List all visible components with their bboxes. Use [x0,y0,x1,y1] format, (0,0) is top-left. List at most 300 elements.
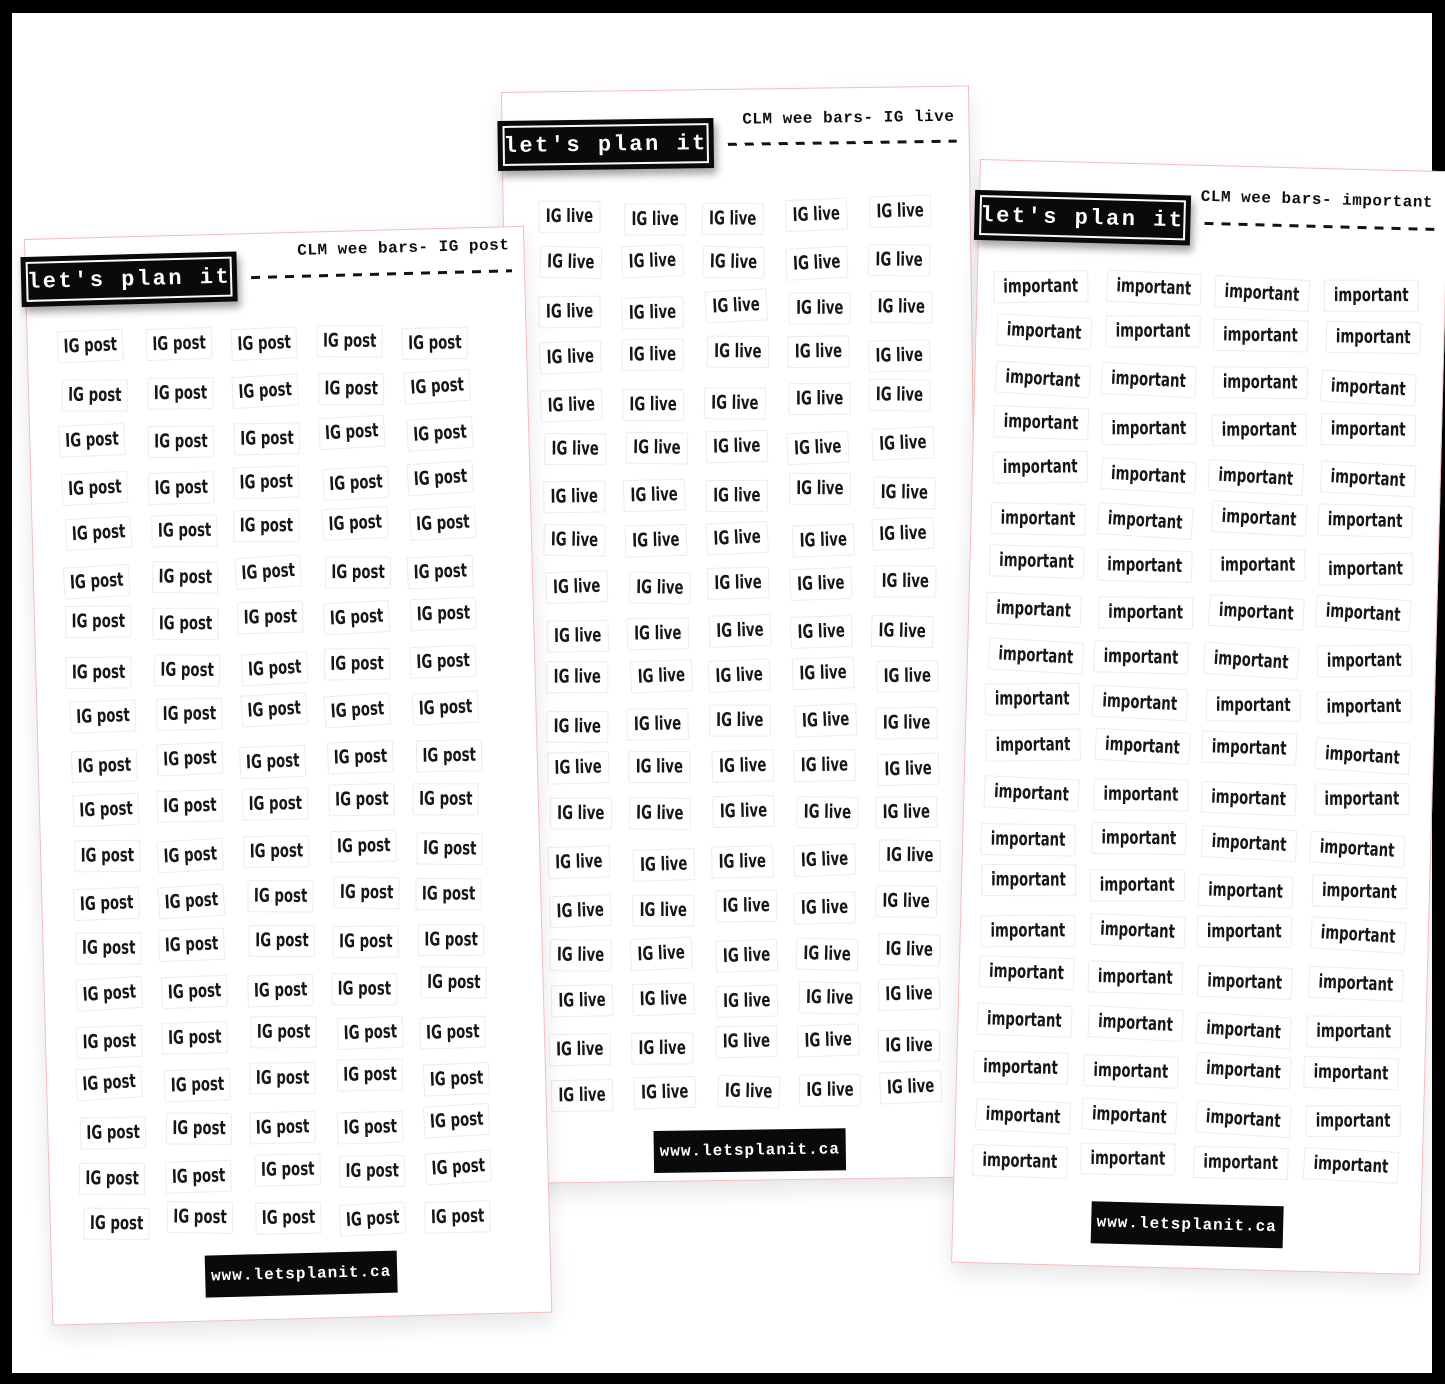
sticker [874,565,936,597]
sticker-label: IG live [630,483,679,507]
sticker [798,981,861,1014]
sticker-label: IG live [722,1030,771,1053]
sticker [249,1062,315,1094]
sticker-label: IG post [81,981,137,1007]
sticker-label: IG post [81,1070,137,1096]
sticker [254,1153,321,1186]
sticker-label: IG live [877,296,926,319]
sticker-label: IG live [633,436,681,460]
sticker [711,846,774,879]
sticker-label: important [1327,508,1403,533]
sticker-label: IG post [154,476,209,500]
sticker-label: IG live [634,622,682,645]
sticker [875,885,937,918]
sticker-label: IG post [345,1206,400,1232]
sticker [1201,825,1298,862]
sticker-label: IG post [162,794,217,818]
sticker-label: important [1203,1151,1279,1175]
sticker-label: IG live [637,941,686,966]
sticker-label: IG post [151,332,207,356]
sticker-label: IG post [248,792,303,816]
sticker [406,460,474,496]
sticker [1309,830,1406,867]
sticker [406,416,474,452]
sticker [785,198,848,232]
sticker [717,1075,780,1109]
sticker [716,985,779,1018]
sticker [148,471,215,505]
sticker-label: IG live [558,1084,606,1107]
sticker-label: important [986,1008,1063,1033]
sticker [1212,414,1307,447]
sticker [551,984,614,1017]
brand-label: let's plan it [503,130,708,159]
sticker-label: IG live [556,944,605,967]
sticker [709,705,771,737]
sticker [633,1076,696,1110]
sticker-label: IG post [322,330,377,353]
sticker [402,327,469,360]
sticker-label: important [1101,827,1177,850]
sticker [339,1201,407,1237]
sticker [1303,1056,1399,1090]
sticker-label: IG live [635,756,684,778]
sticker [240,692,308,728]
sticker-label: important [1218,599,1295,626]
sticker [629,797,691,830]
sticker-label: IG post [324,378,378,400]
website-label-box [654,1128,847,1173]
sticker-label: IG live [881,570,930,593]
sticker-label: important [990,920,1066,943]
sticker [707,336,769,368]
sticker [156,789,223,823]
sticker-grid [58,316,492,1246]
sticker-label: important [994,688,1070,711]
sheet-title: CLM wee bars- important [1200,187,1434,212]
sticker [631,1032,693,1064]
sticker-label: important [990,828,1066,852]
sticker-label: IG post [236,331,292,356]
sticker-label: IG live [550,529,599,552]
sticker-label: IG post [256,1021,311,1044]
sticker-label: important [1213,647,1290,674]
sticker-sheet-ig-live [501,85,984,1183]
sticker-label: important [1335,326,1411,349]
sticker [416,739,483,772]
sticker [789,567,852,601]
sticker [1106,315,1201,347]
sticker-sheet-ig-post [24,226,552,1326]
sticker [547,620,609,653]
sticker-label: important [1328,558,1404,581]
sticker [538,296,600,329]
sticker [789,473,851,505]
sticker [985,683,1080,715]
sticker [976,1003,1072,1038]
sticker-label: important [1316,1020,1392,1044]
sticker [239,745,306,779]
sheet-title: CLM wee bars- IG live [742,107,955,129]
sticker [1315,595,1412,633]
sticker [324,648,390,681]
sticker-label: IG live [628,249,677,273]
sticker-label: IG live [799,661,848,685]
sticker [337,1016,404,1050]
sticker [873,477,935,510]
sticker [549,894,612,928]
sticker-label: IG post [167,1026,222,1050]
sticker-label: IG live [713,485,761,507]
sticker-label: important [1103,783,1179,807]
sticker-label: IG live [552,575,601,599]
sticker-label: IG post [342,1063,397,1087]
sticker [630,659,693,694]
sticker [789,383,851,415]
sticker-label: IG live [880,481,929,505]
sticker [339,1155,405,1188]
sticker [424,1200,491,1234]
sticker-label: IG live [556,899,605,923]
sticker-label: IG post [246,697,302,723]
sticker [632,895,694,927]
sticker-label: IG post [407,332,462,355]
sticker-label: IG post [158,612,213,635]
sticker [1317,503,1413,538]
sticker-label: IG post [243,605,298,629]
sticker-label: IG post [337,978,391,1001]
sticker-label: IG post [418,695,473,721]
sticker [986,592,1082,628]
sticker-label: IG post [426,971,481,994]
sticker-label: important [1210,786,1287,811]
sticker-label: IG post [71,521,126,546]
sticker-label: IG live [557,802,605,825]
sticker-label: IG post [247,656,302,682]
sticker [156,698,222,731]
sticker [321,506,389,541]
sticker-label: IG post [343,1115,398,1140]
sticker-label: IG live [640,1081,689,1105]
sticker-label: IG post [162,703,217,726]
sticker-label: important [1211,830,1288,857]
sticker-label: IG live [639,899,688,922]
sticker [249,925,315,957]
sticker-label: important [1333,284,1409,307]
sticker-label: important [1326,649,1402,673]
sticker-label: IG post [413,465,468,491]
sticker [1303,1147,1400,1184]
sticker-label: IG live [715,663,764,688]
sticker [1106,270,1202,306]
sticker [1100,457,1197,494]
sticker [1097,502,1194,540]
sticker [708,658,771,693]
sticker [158,928,225,963]
sticker [65,516,133,552]
sticker [1306,1015,1401,1048]
sticker-label: important [1215,694,1291,717]
sticker [787,335,849,368]
sticker-label: IG post [255,930,309,952]
sticker-label: important [982,1055,1059,1080]
sticker [993,451,1088,484]
sticker-label: IG live [885,938,934,962]
sticker-label: IG live [636,576,684,600]
sticker-label: IG live [875,249,923,272]
brand-label-box [497,118,714,171]
sticker [63,564,131,600]
sticker-label: important [1093,1059,1169,1084]
sticker [75,1065,143,1101]
sticker [165,1160,232,1194]
sticker-label: important [1103,645,1179,670]
sticker [796,938,859,971]
sticker-label: IG live [792,251,841,276]
sticker-label: important [991,869,1067,892]
sticker [409,645,476,679]
sticker-label: IG post [154,430,208,453]
sticker-label: IG post [339,881,394,904]
sticker-label: IG live [716,709,764,732]
sticker-label: important [1090,1147,1166,1171]
sticker-label: IG live [882,890,930,913]
sticker [403,369,471,405]
sticker-label: important [1099,918,1176,944]
dashed-line [728,140,957,146]
sticker [785,246,849,281]
sticker [330,830,397,864]
sticker [423,1103,491,1139]
sticker [1320,460,1417,497]
sticker-label: IG post [157,519,212,543]
sticker-label: IG live [716,619,764,643]
sticker-label: IG live [637,664,686,689]
sticker-label: IG live [639,987,688,1011]
sticker-label: important [982,1149,1058,1174]
sticker [1101,413,1196,445]
sticker [629,571,692,604]
sticker-label: IG live [884,757,933,781]
sticker-label: important [1097,965,1174,990]
sticker [876,660,938,693]
sticker-label: IG live [553,666,602,689]
sticker [1093,640,1189,674]
sticker-label: important [1217,464,1294,491]
sticker-label: IG post [329,605,384,630]
sticker-label: IG live [723,989,771,1013]
sticker [1308,966,1404,1002]
sticker-label: IG live [882,801,931,824]
sticker-label: IG post [164,933,219,957]
sticker [988,637,1085,674]
sticker-label: IG live [803,801,852,824]
sticker-label: IG live [800,848,849,872]
sticker-label: IG post [81,937,136,960]
sticker-label: important [1205,1057,1282,1084]
sticker-label: IG live [722,944,771,968]
sticker [1080,1142,1175,1175]
sticker [328,783,395,816]
sticker-label: IG post [71,610,126,633]
sticker [74,840,140,873]
sticker [231,373,299,409]
sticker [622,389,684,421]
sticker-label: IG live [555,850,603,874]
sticker [80,1116,147,1149]
sticker [1208,594,1305,631]
sticker [1088,960,1184,994]
sticker-label: IG live [718,754,767,778]
sticker [333,876,399,909]
sticker-label: important [1102,690,1178,716]
sticker-label: IG live [722,894,771,918]
sticker [415,878,481,910]
sticker [1090,869,1185,901]
sticker-label: important [1221,419,1297,442]
sticker [164,1068,231,1102]
sticker-label: IG post [71,661,126,684]
sticker [1197,916,1292,948]
sticker [325,557,391,589]
sticker [996,313,1092,350]
sticker-label: IG post [77,754,132,778]
sticker-label: important [1321,879,1398,904]
sticker [545,570,608,604]
sticker-label: IG post [328,471,384,496]
sticker [625,524,688,558]
sticker [621,339,683,372]
sticker [789,292,851,324]
sticker [407,555,474,589]
sticker-label: IG live [879,522,927,546]
sticker-label: IG live [638,1037,686,1060]
sticker [327,740,394,774]
sticker-label: important [1097,1010,1174,1037]
sticker-label: IG post [237,378,293,404]
sticker-label: IG post [239,470,294,495]
sticker-label: IG live [799,528,848,553]
sticker-label: IG post [343,1021,398,1045]
sticker-label: IG live [553,715,602,738]
sticker-label: IG post [421,883,476,906]
sticker-label: IG post [253,979,308,1003]
sticker-label: IG post [331,561,385,584]
sticker [79,1163,145,1195]
sticker [868,339,931,372]
sticker-label: IG live [885,982,934,1006]
sticker [412,691,479,726]
sticker-label: IG live [800,754,849,777]
sticker [243,835,310,868]
sticker [1097,549,1193,583]
sticker-label: IG live [801,708,850,733]
sticker [1317,644,1412,677]
sticker-label: IG live [882,712,931,735]
sticker-label: important [1222,371,1298,394]
sticker-label: IG post [327,511,383,536]
sticker [247,974,314,1008]
sticker [419,1016,486,1050]
sticker-label: IG live [719,800,768,823]
sticker [1318,553,1413,586]
sticker [242,788,309,821]
sticker [1081,1097,1178,1134]
sticker-label: IG post [162,747,218,771]
sticker-label: IG post [333,745,388,770]
sticker-label: important [1325,600,1402,627]
sticker [323,692,391,728]
sticker-label: IG post [239,515,294,537]
sticker-label: important [1116,275,1192,301]
website-label-box [205,1251,398,1298]
sticker-label: IG post [345,1160,399,1183]
sticker-label: IG live [886,1075,935,1100]
sticker-label: important [1319,836,1396,863]
sticker [1201,731,1297,766]
sticker-label: IG live [554,756,603,780]
sticker-label: IG live [794,340,843,363]
website-label-box [1090,1201,1283,1248]
sticker-label: IG live [875,384,924,407]
sticker [540,246,603,279]
sticker-label: IG post [160,659,214,682]
sticker-label: IG live [712,293,761,318]
brand-label: let's plan it [980,202,1185,233]
sticker [550,939,612,972]
sticker [249,1111,316,1145]
sticker-label: IG post [80,844,135,868]
sticker-label: IG post [64,428,120,453]
sticker-label: IG live [556,1038,604,1061]
sticker-label: important [1002,456,1078,479]
sticker [72,793,139,828]
sticker-label: IG post [253,885,308,908]
sticker [993,270,1088,303]
sticker [423,1062,490,1097]
sticker-sheet-important [951,159,1445,1275]
sticker [58,423,125,458]
sticker [1320,370,1417,407]
sticker-label: IG live [709,208,757,231]
sticker-label: IG post [85,1167,139,1190]
sticker [624,204,686,236]
sticker-label: important [1313,1152,1389,1179]
sticker [973,1051,1069,1085]
sticker-label: important [1324,788,1400,811]
sticker-label: IG live [714,340,762,363]
sticker [630,936,693,971]
sticker [337,1111,404,1145]
sticker [540,388,603,422]
sticker-label: IG post [429,1067,484,1092]
sticker-label: IG post [412,421,468,447]
sticker [148,426,214,458]
sticker-label: IG live [875,344,924,368]
sticker [1083,1054,1179,1089]
sticker-grid [972,261,1421,1192]
sticker-label: important [1224,280,1301,307]
sticker-label: IG post [240,427,294,451]
sticker-label: IG live [712,435,761,459]
sticker-label: IG live [629,394,677,416]
sticker-label: IG live [800,896,849,920]
sticker [1206,689,1301,721]
sticker-label: important [1330,466,1406,492]
sticker [1214,275,1311,312]
sticker-label: IG live [711,392,759,415]
sticker [543,480,605,513]
